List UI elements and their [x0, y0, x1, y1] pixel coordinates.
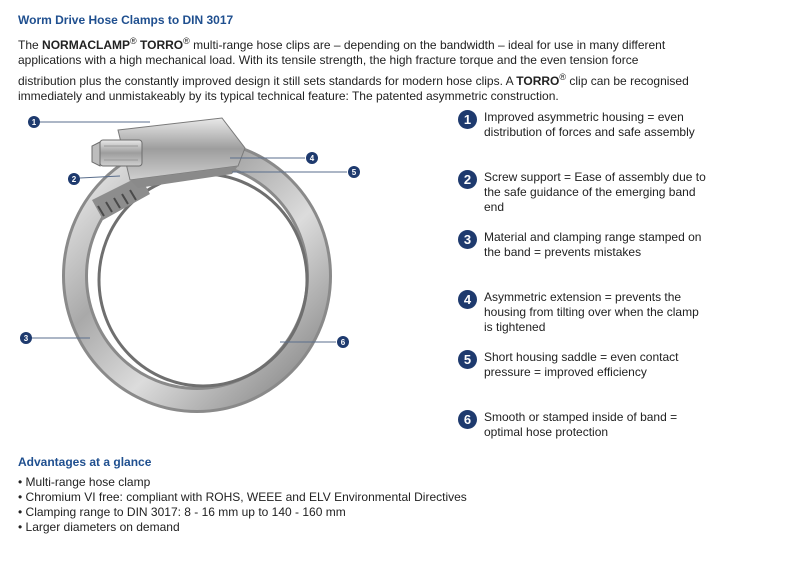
callout-2	[68, 173, 80, 185]
brand-torro-2: TORRO	[516, 74, 560, 88]
svg-text:6: 6	[340, 338, 346, 347]
callout-3	[20, 332, 32, 344]
feature-item-3	[458, 230, 708, 290]
callout-4	[306, 152, 318, 164]
feature-item-5	[458, 350, 708, 410]
number-3-icon: 3	[458, 230, 477, 249]
feature-text: Improved asymmetric housing = even distribution of forces and safe assembly	[484, 110, 695, 139]
svg-text:2: 2	[71, 175, 77, 184]
number-2-icon: 2	[458, 170, 477, 189]
feature-text: Screw support = Ease of assembly due to the safe guidance of the emerging band end	[484, 170, 706, 214]
callout-1	[28, 116, 40, 128]
intro-paragraph-2: distribution plus the constantly improved design it still sets standards for modern hose clips. A TORRO® clip can be recognised immediately and unmistakeably by its typical technical feature: The patented asymmetric construction.	[18, 72, 689, 103]
number-4-icon: 4	[458, 290, 477, 309]
svg-text:5: 5	[351, 168, 357, 177]
list-item: • Clamping range to DIN 3017: 8 - 16 mm up to 140 - 160 mm	[18, 505, 346, 519]
list-item: • Larger diameters on demand	[18, 520, 180, 534]
feature-text: Material and clamping range stamped on the band = prevents mistakes	[484, 230, 702, 259]
list-item: • Chromium VI free: compliant with ROHS, WEEE and ELV Environmental Directives	[18, 490, 467, 504]
number-1-icon: 1	[458, 110, 477, 129]
feature-item-2	[458, 170, 708, 230]
callout-6	[337, 336, 349, 348]
hose-clamp-image	[75, 118, 319, 400]
feature-text: Smooth or stamped inside of band = optimal hose protection	[484, 410, 678, 439]
feature-text: Short housing saddle = even contact pressure = improved efficiency	[484, 350, 679, 379]
advantages-list	[18, 475, 467, 535]
intro-text	[18, 38, 698, 104]
feature-list	[458, 110, 708, 470]
feature-item-6	[458, 410, 708, 470]
page-title: Worm Drive Hose Clamps to DIN 3017	[18, 13, 234, 27]
brand-normaclamp: NORMACLAMP	[42, 38, 131, 52]
hose-clamp-figure	[0, 108, 460, 448]
brand-torro: TORRO	[140, 38, 184, 52]
svg-text:3: 3	[23, 334, 29, 343]
advantages-heading: Advantages at a glance	[18, 455, 152, 469]
svg-text:1: 1	[31, 118, 37, 127]
number-6-icon: 6	[458, 410, 477, 429]
intro-paragraph-1: The NORMACLAMP® TORRO® multi-range hose clips are – depending on the bandwidth – ideal for use in many different applications with a high mechanical load. With its tensile strength, the high fracture torque and the even tension force	[18, 36, 666, 67]
svg-text:4: 4	[309, 154, 315, 163]
number-5-icon: 5	[458, 350, 477, 369]
feature-text: Asymmetric extension = prevents the housing from tilting over when the clamp is tightened	[484, 290, 699, 334]
callout-5	[348, 166, 360, 178]
feature-item-1	[458, 110, 708, 170]
list-item: • Multi-range hose clamp	[18, 475, 151, 489]
feature-item-4	[458, 290, 708, 350]
